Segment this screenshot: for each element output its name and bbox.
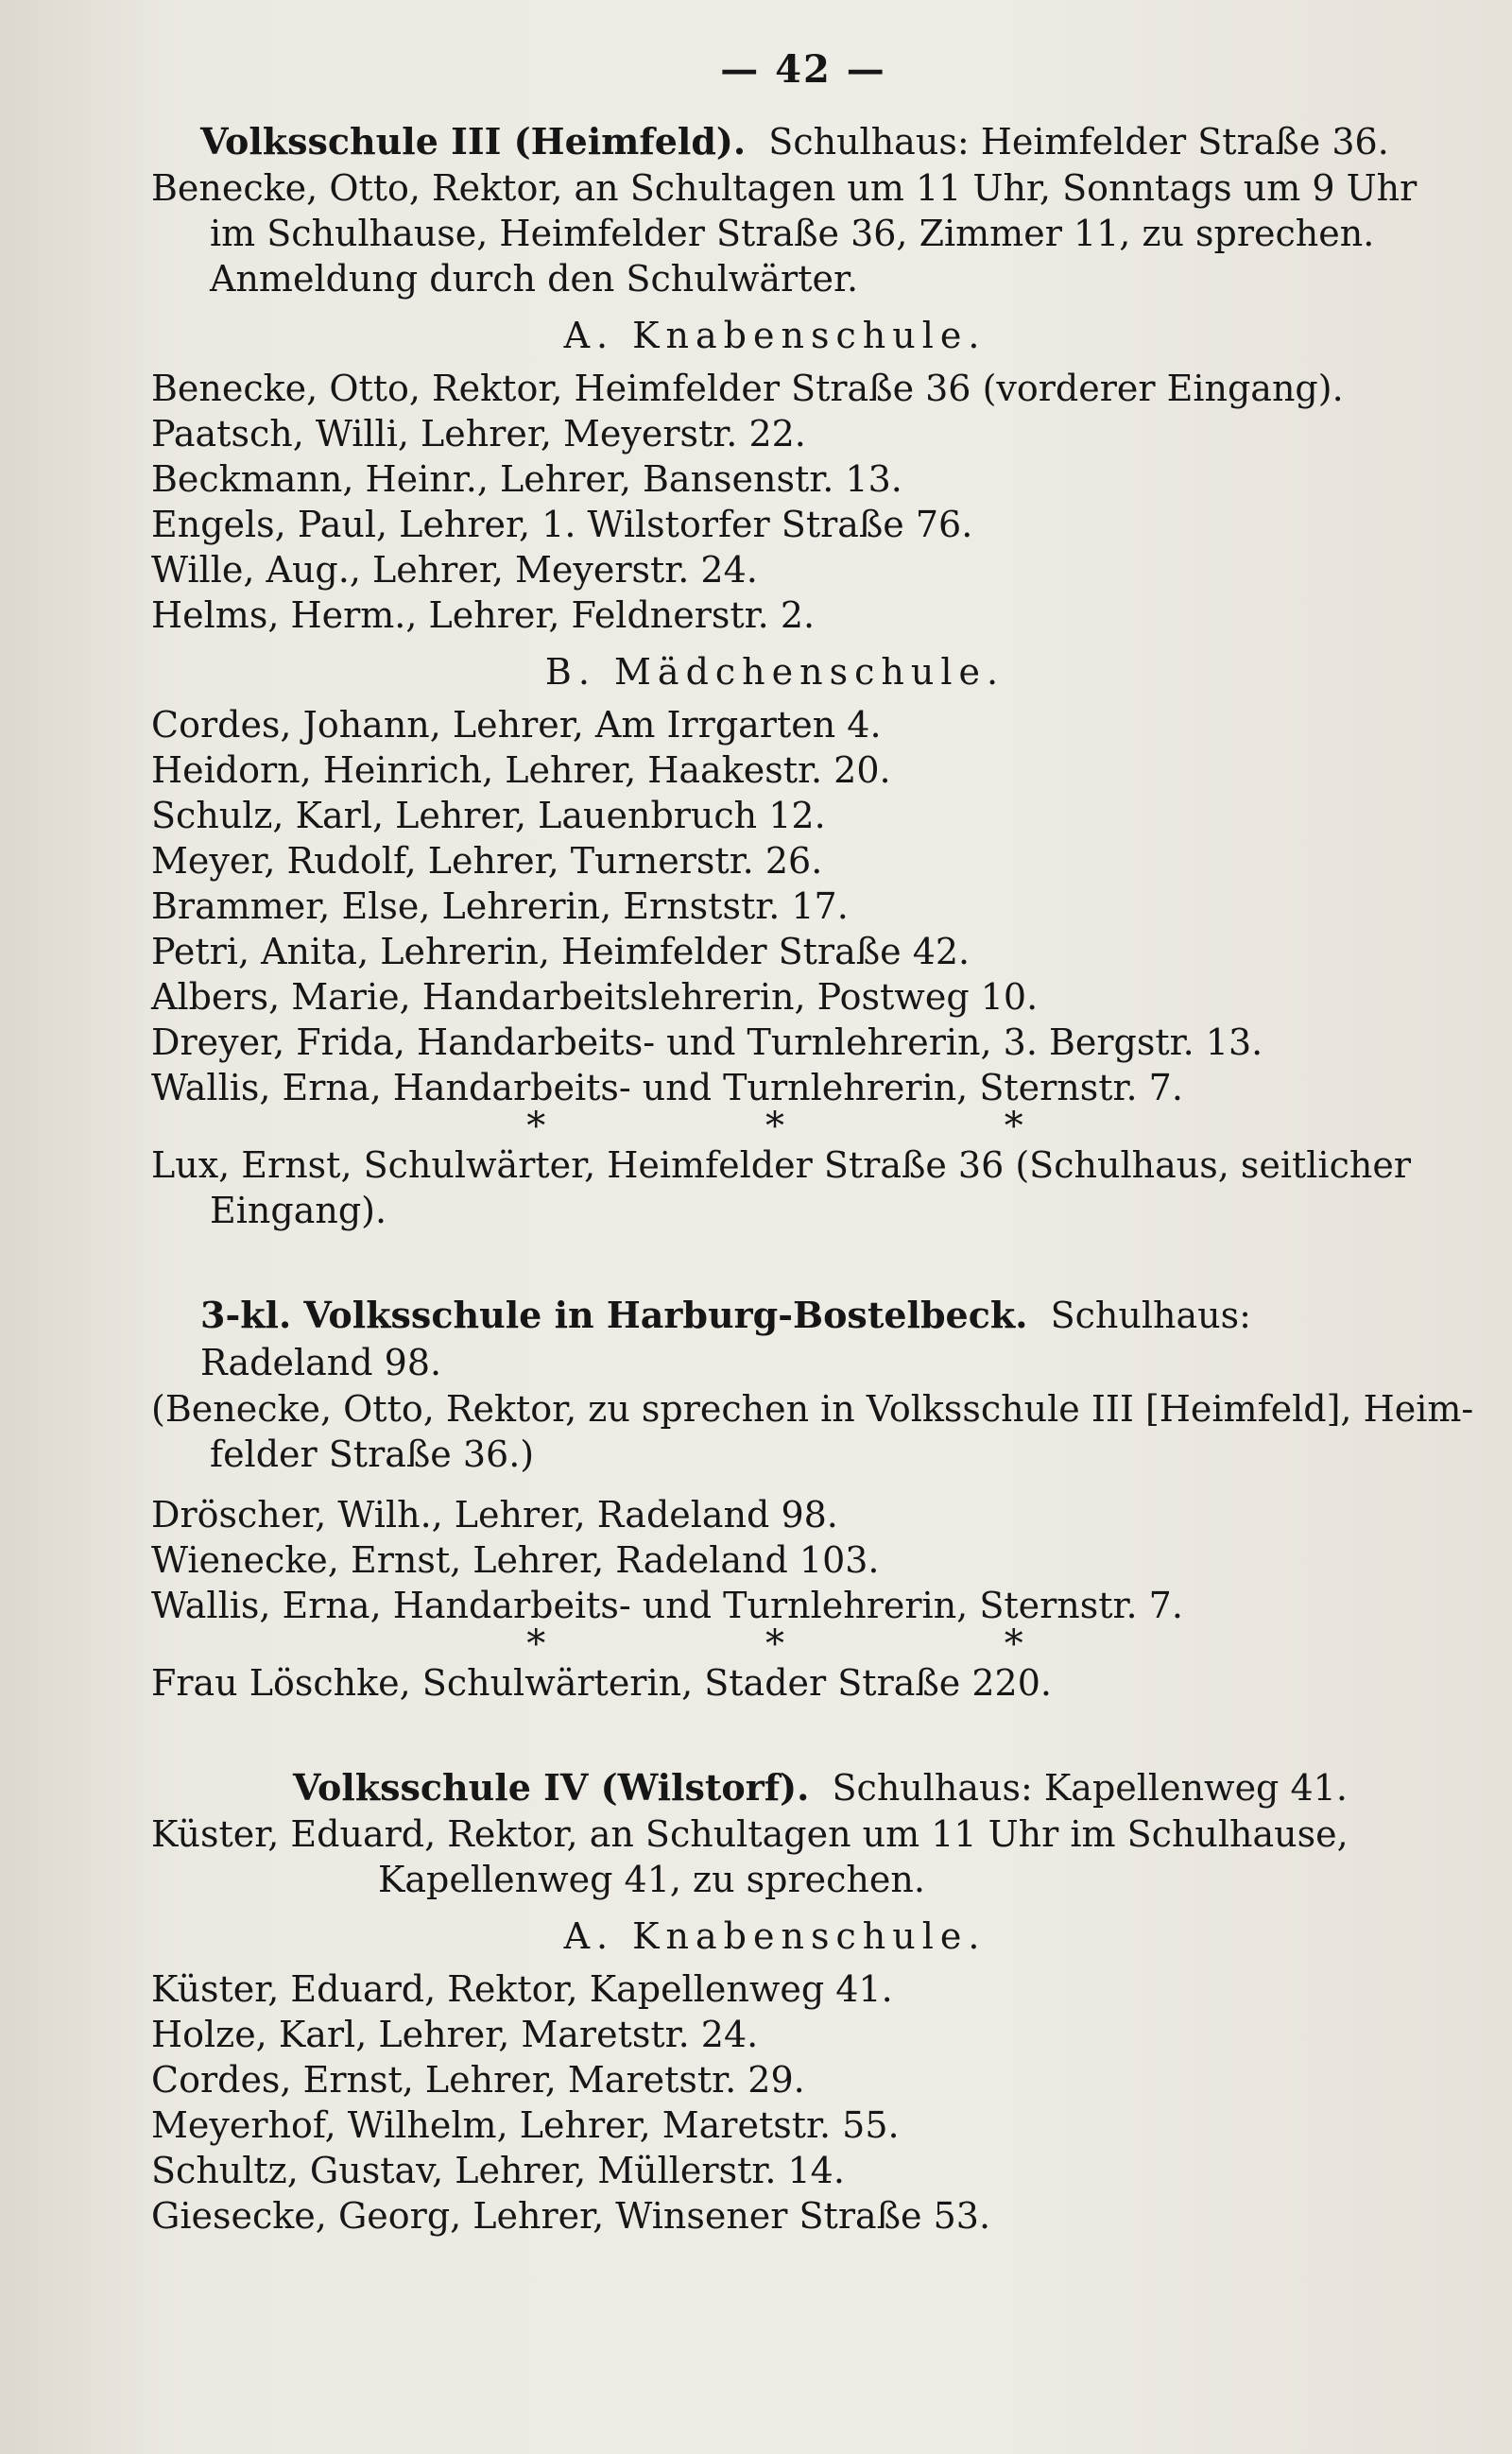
bostelbeck-list bbox=[151, 1492, 1399, 1628]
list-item: Heidorn, Heinrich, Lehrer, Haakestr. 20. bbox=[151, 749, 891, 791]
section-heading bbox=[151, 1292, 1399, 1386]
maedchenschule-list bbox=[151, 702, 1399, 1110]
section-volksschule-iv bbox=[151, 1764, 1399, 2239]
list-item: Albers, Marie, Handarbeitslehrerin, Postweg 10. bbox=[151, 976, 1039, 1018]
heading-title: 3-kl. Volksschule in Harburg-Bostelbeck. bbox=[200, 1294, 1028, 1336]
schulwaerterin-line: Frau Löschke, Schulwärterin, Stader Straße 220. bbox=[151, 1662, 1052, 1704]
page-number: — 42 — bbox=[720, 47, 886, 92]
schulwaerter-line: Lux, Ernst, Schulwärter, Heimfelder Straße 36 (Schulhaus, seitlicher bbox=[151, 1144, 1411, 1186]
list-item: Wallis, Erna, Handarbeits- und Turnlehrerin, Sternstr. 7. bbox=[151, 1067, 1183, 1108]
section-volksschule-iii bbox=[151, 118, 1418, 1233]
heading-address: Schulhaus: Radeland 98. bbox=[200, 1295, 1251, 1383]
asterism-divider: * * * bbox=[526, 1622, 1127, 1666]
list-item: Schultz, Gustav, Lehrer, Müllerstr. 14. bbox=[151, 2150, 845, 2191]
rektor-note-line: felder Straße 36.) bbox=[210, 1433, 535, 1475]
heading-title: Volksschule IV (Wilstorf). bbox=[293, 1766, 810, 1809]
list-item: Meyer, Rudolf, Lehrer, Turnerstr. 26. bbox=[151, 840, 823, 882]
knabenschule-list bbox=[151, 1966, 1399, 2239]
rektor-note-line: im Schulhause, Heimfelder Straße 36, Zimmer 11, zu sprechen. bbox=[210, 213, 1375, 254]
list-item: Schulz, Karl, Lehrer, Lauenbruch 12. bbox=[151, 795, 826, 836]
knabenschule-list bbox=[151, 366, 1399, 638]
heading-address: Schulhaus: Heimfelder Straße 36. bbox=[768, 121, 1389, 163]
rektor-note-line: Kapellenweg 41, zu sprechen. bbox=[378, 1859, 925, 1900]
section-heading bbox=[151, 118, 1399, 165]
list-item: Paatsch, Willi, Lehrer, Meyerstr. 22. bbox=[151, 413, 806, 455]
list-item: Petri, Anita, Lehrerin, Heimfelder Straße 42. bbox=[151, 931, 971, 972]
section-heading bbox=[151, 1764, 1399, 1811]
list-item: Wienecke, Ernst, Lehrer, Radeland 103. bbox=[151, 1539, 880, 1581]
subheading-maedchenschule: B. Mädchenschule. bbox=[544, 651, 1005, 693]
schulwaerter-line: Eingang). bbox=[210, 1190, 387, 1231]
rektor-note-line: (Benecke, Otto, Rektor, zu sprechen in Volksschule III [Heimfeld], Heim- bbox=[151, 1388, 1474, 1430]
list-item: Engels, Paul, Lehrer, 1. Wilstorfer Straße 76. bbox=[151, 504, 973, 545]
list-item: Benecke, Otto, Rektor, Heimfelder Straße 36 (vorderer Eingang). bbox=[151, 368, 1344, 409]
list-item: Küster, Eduard, Rektor, Kapellenweg 41. bbox=[151, 1968, 893, 2010]
heading-title: Volksschule III (Heimfeld). bbox=[200, 120, 747, 163]
list-item: Wallis, Erna, Handarbeits- und Turnlehrerin, Sternstr. 7. bbox=[151, 1585, 1183, 1626]
list-item: Dreyer, Frida, Handarbeits- und Turnlehrerin, 3. Bergstr. 13. bbox=[151, 1021, 1263, 1063]
asterism-divider: * * * bbox=[526, 1105, 1127, 1148]
list-item: Beckmann, Heinr., Lehrer, Bansenstr. 13. bbox=[151, 458, 902, 500]
rektor-note-line: Anmeldung durch den Schulwärter. bbox=[210, 258, 859, 300]
subheading-knabenschule: A. Knabenschule. bbox=[563, 1915, 987, 1957]
rektor-note-line: Küster, Eduard, Rektor, an Schultagen um 11 Uhr im Schulhause, bbox=[151, 1813, 1349, 1855]
subheading-knabenschule: A. Knabenschule. bbox=[563, 315, 987, 356]
list-item: Helms, Herm., Lehrer, Feldnerstr. 2. bbox=[151, 594, 816, 636]
heading-address: Schulhaus: Kapellenweg 41. bbox=[832, 1767, 1348, 1809]
list-item: Cordes, Ernst, Lehrer, Maretstr. 29. bbox=[151, 2059, 805, 2101]
rektor-note-line: Benecke, Otto, Rektor, an Schultagen um 11 Uhr, Sonntags um 9 Uhr bbox=[151, 167, 1418, 209]
list-item: Meyerhof, Wilhelm, Lehrer, Maretstr. 55. bbox=[151, 2104, 900, 2146]
list-item: Holze, Karl, Lehrer, Maretstr. 24. bbox=[151, 2014, 759, 2055]
list-item: Giesecke, Georg, Lehrer, Winsener Straße 53. bbox=[151, 2195, 991, 2237]
section-bostelbeck bbox=[151, 1292, 1474, 1706]
list-item: Cordes, Johann, Lehrer, Am Irrgarten 4. bbox=[151, 704, 882, 746]
list-item: Wille, Aug., Lehrer, Meyerstr. 24. bbox=[151, 549, 758, 591]
list-item: Dröscher, Wilh., Lehrer, Radeland 98. bbox=[151, 1494, 838, 1536]
list-item: Brammer, Else, Lehrerin, Ernststr. 17. bbox=[151, 885, 849, 927]
